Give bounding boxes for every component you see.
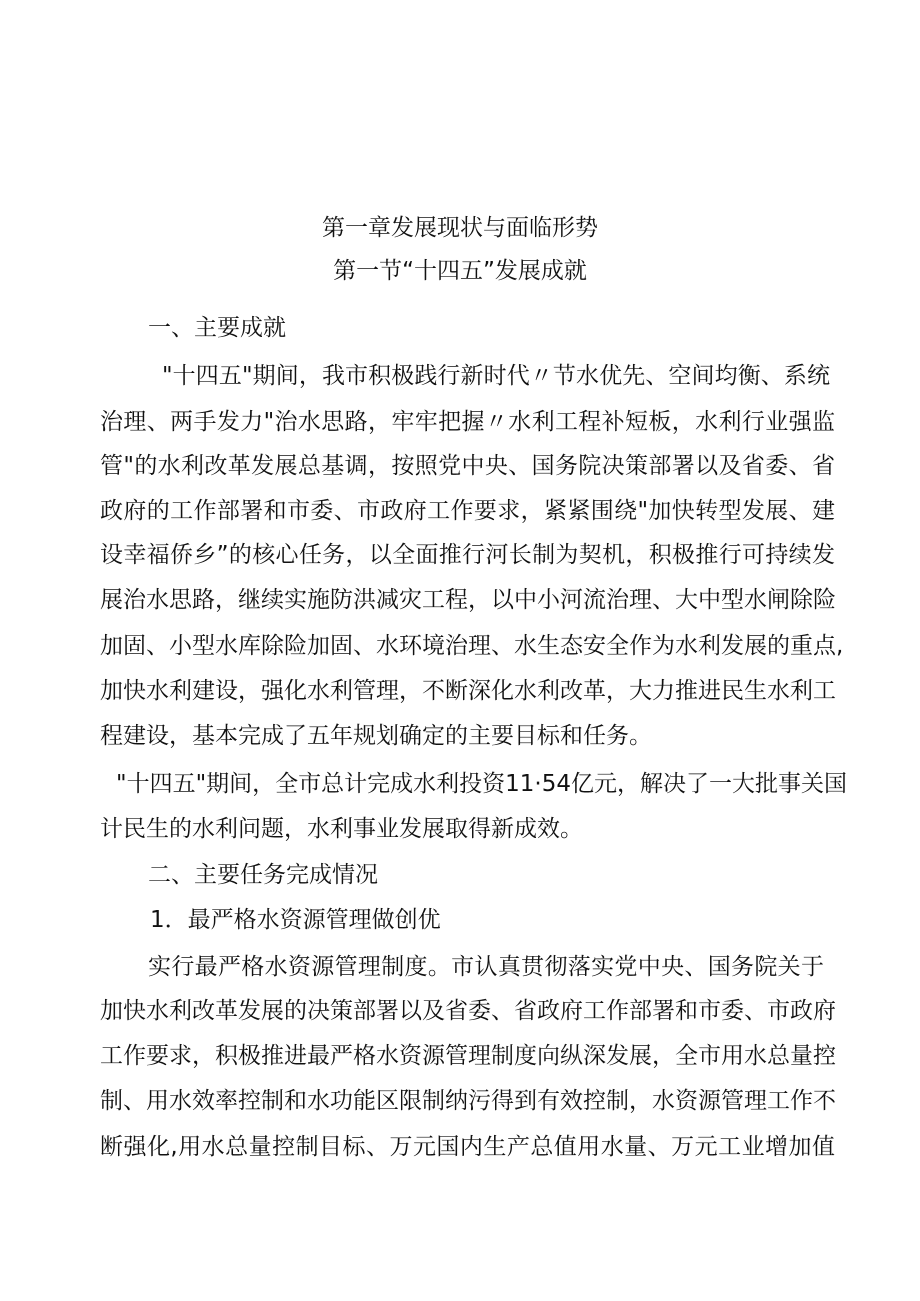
paragraph-line: 制、用水效率控制和水功能区限制纳污得到有效控制，水资源管理工作不 (100, 1088, 836, 1114)
paragraph-line: 加固、小型水库除险加固、水环境治理、水生态安全作为水利发展的重点, (100, 633, 844, 659)
heading-task-completion: 二、主要任务完成情况 (148, 862, 378, 888)
paragraph-line: 政府的工作部署和市委、市政府工作要求，紧紧围绕"加快转型发展、建 (100, 498, 835, 524)
paragraph-line: 管"的水利改革发展总基调，按照党中央、国务院决策部署以及省委、省 (100, 453, 835, 479)
paragraph-line: 断强化,用水总量控制目标、万元国内生产总值用水量、万元工业增加值 (100, 1134, 835, 1160)
paragraph-line: 加快水利建设，强化水利管理，不断深化水利改革，大力推进民生水利工 (100, 678, 836, 704)
paragraph-line: 加快水利改革发展的决策部署以及省委、省政府工作部署和市委、市政府 (100, 998, 836, 1024)
paragraph-line: 工作要求，积极推进最严格水资源管理制度向纵深发展，全市用水总量控 (100, 1043, 836, 1069)
paragraph-line: 程建设，基本完成了五年规划确定的主要目标和任务。 (100, 723, 652, 749)
heading-water-resource-management: 1．最严格水资源管理做创优 (150, 907, 441, 933)
paragraph-line: 计民生的水利问题，水利事业发展取得新成效。 (100, 816, 583, 842)
paragraph-line: "十四五"期间，全市总计完成水利投资11·54亿元，解决了一大批事关国 (116, 771, 848, 797)
chapter-title: 第一章发展现状与面临形势 (322, 215, 598, 241)
paragraph-line: "十四五"期间，我市积极践行新时代〃节水优先、空间均衡、系统 (162, 363, 830, 389)
paragraph-line: 治理、两手发力"治水思路，牢牢把握〃水利工程补短板，水利行业强监 (100, 409, 835, 435)
section-title: 第一节“十四五”发展成就 (333, 258, 587, 284)
paragraph-line: 设幸福侨乡”的核心任务，以全面推行河长制为契机，积极推行可持续发 (100, 542, 835, 568)
heading-main-achievements: 一、主要成就 (148, 315, 286, 341)
paragraph-line: 实行最严格水资源管理制度。市认真贯彻落实党中央、国务院关于 (148, 954, 824, 980)
paragraph-line: 展治水思路，继续实施防洪减灾工程，以中小河流治理、大中型水闸除险 (100, 587, 836, 613)
